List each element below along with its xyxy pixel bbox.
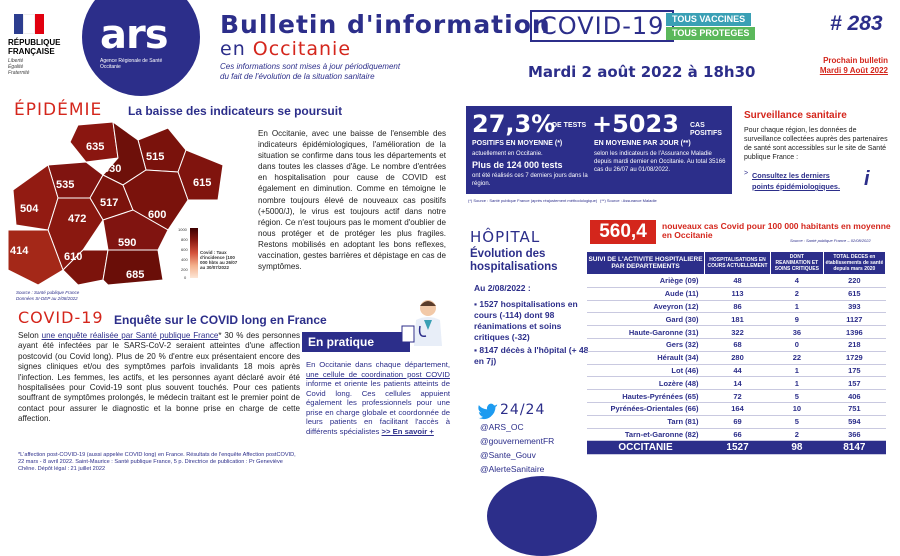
map-value-pyrenees-orientales: 685 [126, 269, 145, 281]
social-handle-gouvernement[interactable]: @gouvernementFR [480, 436, 555, 446]
map-value-gard: 615 [193, 177, 212, 189]
practice-text-1: En Occitanie dans chaque département, [306, 360, 450, 369]
table-row [587, 377, 886, 390]
positivity-rate-value: 27,3% [472, 110, 556, 138]
covid-long-text-prefix: Selon [18, 331, 42, 340]
map-source-line-2: Données SI-DEP au 2/08/2022 [16, 296, 78, 301]
kpi-note-2: (**) Source : Assurance Maladie [600, 198, 657, 203]
row-rea: 9 [771, 313, 824, 326]
table-row [587, 364, 886, 377]
daily-cases-unit: CAS POSITIFS [690, 122, 722, 137]
rf-line-1: RÉPUBLIQUE [8, 38, 61, 47]
row-dept: Hautes-Pyrénées (65) [587, 390, 705, 403]
row-rea: 5 [771, 390, 824, 403]
hopital-date: Au 2/08/2022 : [474, 283, 531, 293]
incidence-rate-source: Source : Santé publique France – 02/08/2022 [790, 238, 871, 243]
row-rea: 5 [771, 415, 824, 428]
practice-title: En pratique [302, 332, 410, 352]
kpi-note-1: (*) Source : Santé publique France (après réajustement méthodologique) [468, 198, 598, 203]
row-rea: 10 [771, 402, 824, 415]
next-bulletin-label: Prochain bulletin [823, 56, 888, 65]
epidemie-subheading: La baisse des indicateurs se poursuit [128, 104, 343, 118]
row-deaths: 1729 [823, 351, 885, 364]
table-row [587, 287, 886, 300]
map-value-herault: 600 [148, 209, 167, 221]
covid-long-subheading: Enquête sur le COVID long en France [114, 313, 327, 327]
row-hosp: 44 [705, 364, 771, 377]
table-row [587, 351, 886, 364]
surveillance-link-line-2[interactable]: points épidémiologiques. [752, 182, 840, 191]
table-header-deaths: TOTAL DECES en établissements de santé depuis mars 2020 [823, 252, 885, 275]
legend-tick-1000: 1000 [178, 227, 187, 232]
table-header-rea: DONT REANIMATION ET SOINS CRITIQUES [771, 252, 824, 275]
intro-line-2: du fait de l'évolution de la situation sanitaire [220, 72, 375, 81]
vaccine-tag-2: TOUS PROTEGES [666, 27, 755, 40]
practice-text [306, 360, 450, 436]
hopital-item-1: ▪ 1527 hospitalisations en cours (-114) dont 98 réanimations et soins critiques (-32) [474, 299, 578, 342]
row-deaths: 175 [823, 364, 885, 377]
map-value-lot: 635 [86, 141, 105, 153]
social-handle-ars[interactable]: @ARS_OC [480, 422, 524, 432]
region-prefix: en [220, 38, 246, 60]
surveillance-link-line-1[interactable]: Consultez les derniers [752, 171, 830, 180]
surveillance-link[interactable] [752, 170, 840, 192]
positivity-rate-line-text: POSITIFS EN MOYENNE [472, 140, 553, 147]
total-hosp: 1527 [705, 441, 771, 455]
legend-tick-400: 400 [181, 257, 188, 262]
surveillance-text: Pour chaque région, les données de surveillance collectées auprès des partenaires de santé sont accessibles sur le site de Santé publique France : [744, 127, 888, 161]
region-name: Occitanie [252, 38, 352, 60]
hopital-item-2: ▪ 8147 décès à l'hôpital (+ 48 en 7j) [474, 345, 589, 366]
row-rea: 2 [771, 428, 824, 441]
row-dept: Hérault (34) [587, 351, 705, 364]
daily-cases-line-text: EN MOYENNE PAR JOUR [594, 140, 679, 147]
incidence-rate-value: 560,4 [590, 220, 656, 244]
positivity-rate-desc: actuellement en Occitanie. [472, 151, 543, 157]
table-row [587, 300, 886, 313]
row-deaths: 366 [823, 428, 885, 441]
positivity-rate-star: (*) [554, 140, 563, 147]
row-dept: Lot (46) [587, 364, 705, 377]
legend-tick-200: 200 [181, 267, 188, 272]
row-hosp: 14 [705, 377, 771, 390]
daily-cases-star: (**) [680, 140, 691, 147]
row-dept: Tarn (81) [587, 415, 705, 428]
hospital-activity-table [586, 251, 886, 455]
map-value-aveyron: 630 [103, 163, 122, 175]
table-row [587, 275, 886, 288]
daily-cases-desc: selon les indicateurs de l'Assurance Maladie depuis mardi dernier en Occitanie. Au total 35166 cas du 26/07 au 01/08/2022. [594, 151, 726, 173]
table-row [587, 338, 886, 351]
row-deaths: 218 [823, 338, 885, 351]
decorative-circle [487, 476, 597, 556]
daily-cases-value: +5023 [592, 110, 679, 138]
rf-motto-1: Liberté [8, 58, 24, 64]
tests-desc: ont été réalisés ces 7 derniers jours dans la région. [472, 173, 588, 187]
rf-motto-2: Égalité [8, 64, 24, 70]
map-value-gers: 504 [20, 203, 39, 215]
arrow-right-icon: > [744, 170, 749, 177]
bulletin-date: Mardi 2 août 2022 à 18h30 [528, 63, 756, 81]
flag-icon [14, 14, 44, 34]
row-rea: 4 [771, 275, 824, 288]
positivity-rate-line [472, 140, 562, 147]
doctor-icon [398, 296, 450, 346]
table-row [587, 326, 886, 339]
bulletin-title: Bulletin d'information [220, 10, 551, 39]
table-total-row [587, 441, 886, 455]
covid-long-heading: COVID-19 [18, 308, 104, 327]
tests-count: Plus de 124 000 tests [472, 160, 563, 170]
rf-motto-3: Fraternité [8, 70, 30, 76]
row-deaths: 751 [823, 402, 885, 415]
intro-line-1: Ces informations sont mises à jour périodiquement [220, 62, 401, 71]
covid-long-footnote: *L'affection post-COVID-19 (aussi appelée COVID long) en France. Résultats de l'enquête Affection postCOVID, 22 mars - 8 avril 2022. Saint-Maurice : Santé publique France, 5 p. Directrice de publication : Pr Geneviève Chêne. Dépôt légal : 21 juillet 2022 [18, 452, 296, 472]
total-deaths: 8147 [823, 441, 885, 455]
ars-logo [82, 0, 200, 96]
row-hosp: 181 [705, 313, 771, 326]
vaccine-tag-1: TOUS VACCINES [666, 13, 751, 26]
social-handle-alerte[interactable]: @AlerteSanitaire [480, 464, 545, 474]
row-deaths: 1127 [823, 313, 885, 326]
row-hosp: 86 [705, 300, 771, 313]
total-label: OCCITANIE [587, 441, 705, 455]
row-hosp: 68 [705, 338, 771, 351]
map-value-aude: 590 [118, 237, 137, 249]
table-header-dept: SUIVI DE L'ACTIVITE HOSPITALIERE PAR DEPARTEMENTS [587, 252, 705, 275]
map-value-tarn: 517 [100, 197, 119, 209]
ars-logo-text: ars [100, 12, 168, 58]
next-bulletin-date: Mardi 9 Août 2022 [819, 66, 888, 75]
row-rea: 1 [771, 364, 824, 377]
covid-long-study-link[interactable]: une enquête réalisée par Santé publique France [41, 331, 219, 340]
row-dept: Gard (30) [587, 313, 705, 326]
table-row [587, 390, 886, 403]
legend-tick-0: 0 [184, 275, 187, 280]
table-row [587, 402, 886, 415]
row-hosp: 48 [705, 275, 771, 288]
table-row [587, 415, 886, 428]
rf-line-2: FRANÇAISE [8, 47, 55, 56]
daily-cases-line [594, 140, 691, 147]
row-deaths: 220 [823, 275, 885, 288]
row-dept: Ariège (09) [587, 275, 705, 288]
ars-logo-subtitle: Agence Régionale de Santé Occitanie [100, 58, 163, 70]
covid-label: COVID-19 [530, 10, 674, 42]
map-source-line-1: Source : Santé publique France [16, 290, 80, 295]
covid-long-text [18, 331, 300, 425]
row-deaths: 615 [823, 287, 885, 300]
row-hosp: 113 [705, 287, 771, 300]
row-hosp: 280 [705, 351, 771, 364]
total-rea: 98 [771, 441, 824, 455]
kpi-box [466, 106, 732, 194]
row-dept: Tarn-et-Garonne (82) [587, 428, 705, 441]
practice-more-link[interactable]: >> En savoir + [381, 426, 434, 436]
row-hosp: 69 [705, 415, 771, 428]
issue-number: # 283 [830, 12, 883, 35]
map-legend-caption: Covid : Taux d'incidence (100 000 hbts au 26/07 au 30/07/2022 [200, 250, 238, 270]
positivity-rate-unit: DE TESTS [552, 122, 587, 129]
row-hosp: 66 [705, 428, 771, 441]
hopital-item-2-text: 8147 décès à l'hôpital (+ 48 en 7j) [474, 345, 589, 366]
row-rea: 1 [771, 377, 824, 390]
map-value-ariege: 610 [64, 251, 83, 263]
row-dept: Gers (32) [587, 338, 705, 351]
row-deaths: 157 [823, 377, 885, 390]
surveillance-title: Surveillance sanitaire [744, 110, 847, 121]
row-deaths: 1396 [823, 326, 885, 339]
row-dept: Aude (11) [587, 287, 705, 300]
practice-text-2: informe et oriente les patients atteints de Covid long. Ces cellules appuient également les professionnels pour une prise en charge globale et coordonnée de leurs patients en facilitant l'accès à différents spécialistes [306, 379, 450, 436]
row-dept: Pyrénées-Orientales (66) [587, 402, 705, 415]
map-value-lozere: 515 [146, 151, 165, 163]
epidemie-text: En Occitanie, avec une baisse de l'ensemble des indicateurs épidémiologiques, l'amélioration de la situation se confirme dans tous les départements et dans toutes les classes d'âge. Le nombre d'entrées en hospitalisation pour cause de COVID est également en diminution. Comme en témoigne le nombre toujours élevé de nouveaux cas positifs (+5000/J), le virus est toujours actif dans notre région. Ce n'est toujours pas le moment d'oublier de nous protéger et de protéger les plus fragiles. Restons mobilisés en adoptant les bons reflexes, vaccination, gestes barrières et dépistage en cas de symptômes. [258, 129, 446, 272]
practice-cell-link[interactable]: une cellule de coordination post COVID [306, 369, 450, 379]
row-rea: 1 [771, 300, 824, 313]
row-deaths: 406 [823, 390, 885, 403]
table-row [587, 313, 886, 326]
hopital-item-1-text: 1527 hospitalisations en cours (-114) dont 98 réanimations et soins critiques (-32) [474, 299, 578, 342]
info-icon: i [864, 168, 870, 190]
social-title: 24/24 [500, 402, 546, 418]
legend-tick-800: 800 [181, 237, 188, 242]
twitter-icon [478, 402, 498, 420]
row-hosp: 72 [705, 390, 771, 403]
row-dept: Aveyron (12) [587, 300, 705, 313]
table-row [587, 428, 886, 441]
covid-long-text-rest: * 30 % des personnes ayant été infectées par le SARS-CoV-2 seraient atteintes d'une affection postcovid (ou Covid long). Plus de 20 % d'entre eux présentaient encore des signes cliniques et/ou des symptômes parfois invalidants 18 mois après l'infection. Les femmes, les actifs, et les personnes ayant déclaré avoir été hospitalisées pour Covid-19 sont plus souvent touchés. Pour ces patients souffrant de symptômes prolongés, le médecin traitant est le premier point de contact pour assurer le diagnostic et la bonne prise en charge de cette affection. [18, 331, 300, 424]
row-rea: 2 [771, 287, 824, 300]
epidemie-heading: ÉPIDÉMIE [14, 100, 103, 120]
map-legend-scale [190, 228, 198, 278]
row-hosp: 322 [705, 326, 771, 339]
incidence-rate-text: nouveaux cas Covid pour 100 000 habitants en moyenne en Occitanie [662, 221, 891, 240]
row-dept: Haute-Garonne (31) [587, 326, 705, 339]
row-hosp: 164 [705, 402, 771, 415]
map-source [16, 290, 79, 302]
row-rea: 22 [771, 351, 824, 364]
row-rea: 0 [771, 338, 824, 351]
row-dept: Lozère (48) [587, 377, 705, 390]
table-header-hosp: HOSPITALISATIONS EN COURS ACTUELLEMENT [705, 252, 771, 275]
row-rea: 36 [771, 326, 824, 339]
legend-tick-600: 600 [181, 247, 188, 252]
map-value-hautes-pyrenees: 414 [10, 245, 29, 257]
row-deaths: 594 [823, 415, 885, 428]
intro-text [220, 62, 400, 82]
map-value-haute-garonne: 472 [68, 213, 87, 225]
map-value-tarn-et-garonne: 535 [56, 179, 75, 191]
hopital-heading: HÔPITAL [470, 228, 541, 246]
hopital-subheading: Évolution des hospitalisations [470, 248, 558, 273]
republique-francaise-logo [0, 0, 80, 92]
bulletin-region [220, 38, 351, 60]
row-deaths: 393 [823, 300, 885, 313]
social-handle-sante[interactable]: @Sante_Gouv [480, 450, 536, 460]
